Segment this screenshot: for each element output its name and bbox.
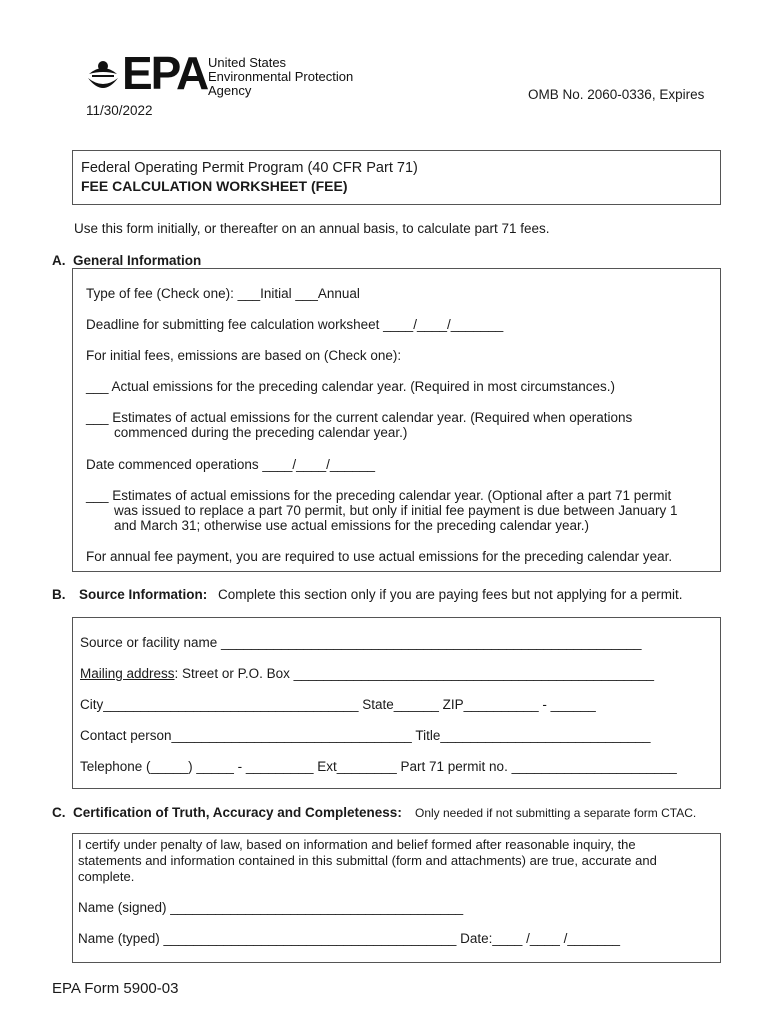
- section-a-letter: A.: [52, 253, 66, 268]
- section-a-heading: General Information: [73, 253, 202, 268]
- date-commenced-field[interactable]: Date commenced operations ____/____/______: [86, 457, 375, 472]
- option-actual-emissions[interactable]: ___ Actual emissions for the preceding calendar year. (Required in most circumstances.): [86, 379, 616, 394]
- annual-fee-note: For annual fee payment, you are required to use actual emissions for the preceding calendar year.: [86, 549, 673, 564]
- section-b-box: [72, 617, 721, 789]
- deadline-field[interactable]: Deadline for submitting fee calculation worksheet ____/____/_______: [86, 317, 504, 332]
- form-number: EPA Form 5900-03: [52, 980, 179, 997]
- option-estimates-current-cont: commenced during the preceding calendar year.): [114, 425, 408, 440]
- option-estimates-preceding-cont2: and March 31; otherwise use actual emissions for the preceding calendar year.): [114, 518, 590, 533]
- mailing-address-label: Mailing address: [80, 666, 175, 681]
- city-state-zip-field[interactable]: City__________________________________ State______ ZIP__________ - ______: [80, 697, 596, 712]
- name-typed-date-field[interactable]: Name (typed) _______________________________________ Date:____ /____ /_______: [78, 931, 620, 946]
- contact-title-field[interactable]: Contact person________________________________ Title____________________________: [80, 728, 651, 743]
- facility-name-field[interactable]: Source or facility name ________________________________________________________: [80, 635, 642, 650]
- section-b-letter: B.: [52, 587, 66, 602]
- epa-logo: [86, 47, 376, 102]
- cert-text-3: complete.: [78, 869, 135, 884]
- initial-based-label: For initial fees, emissions are based on (Check one):: [86, 348, 402, 363]
- section-c-note: Only needed if not submitting a separate form CTAC.: [415, 806, 697, 820]
- intro-text: Use this form initially, or thereafter on an annual basis, to calculate part 71 fees.: [74, 221, 550, 236]
- section-c-heading-text: Certification of Truth, Accuracy and Completeness: [73, 805, 398, 820]
- section-a-box: [72, 268, 721, 572]
- name-signed-field[interactable]: Name (signed) _______________________________________: [78, 900, 464, 915]
- section-c-colon: :: [397, 805, 402, 820]
- section-c-box: [72, 833, 721, 963]
- agency-line-1: United States: [208, 55, 287, 70]
- option-estimates-current[interactable]: ___ Estimates of actual emissions for the current calendar year. (Required when operations: [86, 410, 633, 425]
- cert-text-2: statements and information contained in this submittal (form and attachments) are true, accurate and: [78, 853, 657, 868]
- title-box: [72, 150, 721, 205]
- agency-name: [208, 56, 353, 98]
- option-estimates-preceding[interactable]: ___ Estimates of actual emissions for the preceding calendar year. (Optional after a part 71 permit: [86, 488, 672, 503]
- telephone-field[interactable]: Telephone (_____) _____ - _________ Ext________ Part 71 permit no. ______________________: [80, 759, 677, 774]
- section-b-heading: Source Information:: [79, 587, 208, 602]
- mailing-address-rest: : Street or P.O. Box ________________________________________________: [174, 666, 654, 681]
- section-b-note: Complete this section only if you are paying fees but not applying for a permit.: [218, 587, 683, 602]
- epa-wordmark: EPA: [122, 47, 208, 99]
- omb-number: OMB No. 2060-0336, Expires: [528, 87, 705, 102]
- section-c-heading: [73, 805, 402, 820]
- mailing-address-field[interactable]: [80, 666, 654, 681]
- program-title: Federal Operating Permit Program (40 CFR Part 71): [81, 160, 418, 176]
- expires-date: 11/30/2022: [86, 103, 153, 118]
- section-c-letter: C.: [52, 805, 66, 820]
- type-of-fee[interactable]: Type of fee (Check one): ___Initial ___Annual: [86, 286, 360, 301]
- agency-line-3: Agency: [208, 83, 252, 98]
- form-title: FEE CALCULATION WORKSHEET (FEE): [81, 178, 348, 194]
- agency-line-2: Environmental Protection: [208, 69, 354, 84]
- option-estimates-preceding-cont1: was issued to replace a part 70 permit, but only if initial fee payment is due between January 1: [114, 503, 678, 518]
- cert-text-1: I certify under penalty of law, based on information and belief formed after reasonable inquiry, the: [78, 837, 636, 852]
